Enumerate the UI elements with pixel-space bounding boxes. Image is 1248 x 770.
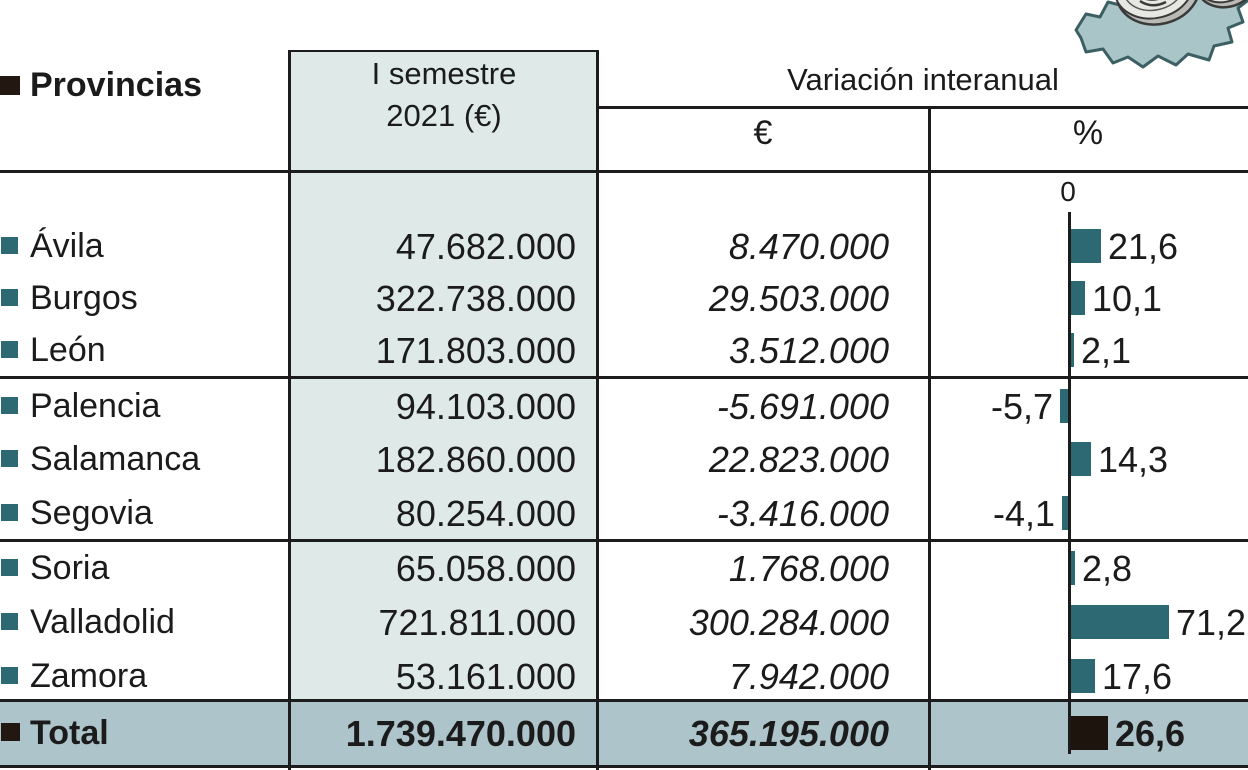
table-row — [0, 649, 1248, 703]
pct-value-label: -5,7 — [990, 386, 1053, 427]
table-row — [0, 271, 1248, 325]
variation-eur-value: 22.823.000 — [708, 439, 889, 480]
pct-value-label: 17,6 — [1102, 656, 1173, 697]
hline-semester-cell-top — [288, 50, 599, 52]
table-row — [0, 323, 1248, 377]
pct-value-label: 21,6 — [1108, 226, 1179, 267]
province-name: Salamanca — [30, 440, 201, 478]
semester-value: 47.682.000 — [395, 226, 576, 267]
row-bullet-icon — [1, 289, 18, 306]
pct-bar — [1071, 551, 1075, 585]
variation-eur-value: 365.195.000 — [688, 713, 889, 754]
province-name: León — [30, 331, 106, 369]
province-name: Valladolid — [30, 603, 175, 641]
pct-value-label: 26,6 — [1115, 713, 1186, 754]
variation-header: Variación interanual — [787, 62, 1059, 97]
semester-header-line1: I semestre — [371, 56, 517, 91]
row-bullet-icon — [1, 613, 18, 630]
table-row — [0, 219, 1248, 273]
pct-bar — [1071, 442, 1091, 476]
axis-zero-label: 0 — [1060, 176, 1076, 207]
row-bullet-icon — [1, 397, 18, 414]
semester-value: 94.103.000 — [395, 386, 576, 427]
variation-eur-value: -3.416.000 — [716, 493, 889, 534]
pct-value-label: 2,1 — [1081, 330, 1132, 371]
province-name: Ávila — [30, 227, 104, 265]
variation-eur-value: -5.691.000 — [716, 386, 889, 427]
province-name: Palencia — [30, 387, 161, 425]
total-bullet-icon — [1, 723, 20, 741]
provinces-header: Provincias — [30, 66, 202, 104]
semester-value: 171.803.000 — [375, 330, 576, 371]
pct-value-label: 10,1 — [1092, 278, 1163, 319]
map-coins-illustration — [1058, 0, 1248, 72]
table-row — [0, 432, 1248, 486]
pct-bar — [1071, 605, 1169, 639]
pct-value-label: 14,3 — [1098, 439, 1169, 480]
row-bullet-icon — [1, 450, 18, 467]
variation-eur-value: 8.470.000 — [728, 226, 889, 267]
pct-bar — [1062, 496, 1068, 530]
percent-subheader: % — [1072, 114, 1104, 152]
pct-bar — [1071, 229, 1101, 263]
pct-bar — [1071, 659, 1095, 693]
semester-value: 53.161.000 — [395, 656, 576, 697]
semester-value: 65.058.000 — [395, 548, 576, 589]
province-name: Soria — [30, 549, 110, 587]
row-bullet-icon — [1, 559, 18, 576]
province-name: Segovia — [30, 494, 153, 532]
table-row — [0, 486, 1248, 540]
table-row — [0, 595, 1248, 649]
semester-value: 721.811.000 — [378, 602, 576, 643]
hline-bottom — [0, 765, 1248, 768]
province-name: Burgos — [30, 279, 138, 317]
pct-bar — [1071, 281, 1085, 315]
euro-subheader: € — [753, 114, 773, 152]
pct-value-label: -4,1 — [992, 493, 1055, 534]
row-bullet-icon — [1, 237, 18, 254]
variation-eur-value: 7.942.000 — [728, 656, 889, 697]
semester-header-line2: 2021 (€) — [386, 98, 502, 133]
variation-eur-value: 1.768.000 — [728, 548, 889, 589]
variation-eur-value: 3.512.000 — [728, 330, 889, 371]
table-row — [0, 706, 1248, 760]
hline-under-variation — [597, 106, 1248, 109]
semester-value: 182.860.000 — [375, 439, 576, 480]
variation-eur-value: 300.284.000 — [688, 602, 889, 643]
semester-value: 80.254.000 — [395, 493, 576, 534]
variation-eur-value: 29.503.000 — [708, 278, 889, 319]
semester-value: 322.738.000 — [375, 278, 576, 319]
pct-bar — [1071, 716, 1108, 750]
row-bullet-icon — [1, 504, 18, 521]
row-bullet-icon — [1, 341, 18, 358]
province-name: Zamora — [30, 657, 148, 695]
pct-value-label: 71,2 — [1176, 602, 1247, 643]
table-row — [0, 379, 1248, 433]
table-row — [0, 541, 1248, 595]
row-bullet-icon — [1, 667, 18, 684]
pct-bar — [1060, 389, 1068, 423]
semester-value: 1.739.470.000 — [345, 713, 576, 754]
pct-value-label: 2,8 — [1082, 548, 1133, 589]
province-name: Total — [30, 714, 109, 752]
hline-header-bottom — [0, 170, 1248, 173]
provinces-bullet-icon — [0, 76, 20, 95]
pct-bar — [1071, 333, 1074, 367]
